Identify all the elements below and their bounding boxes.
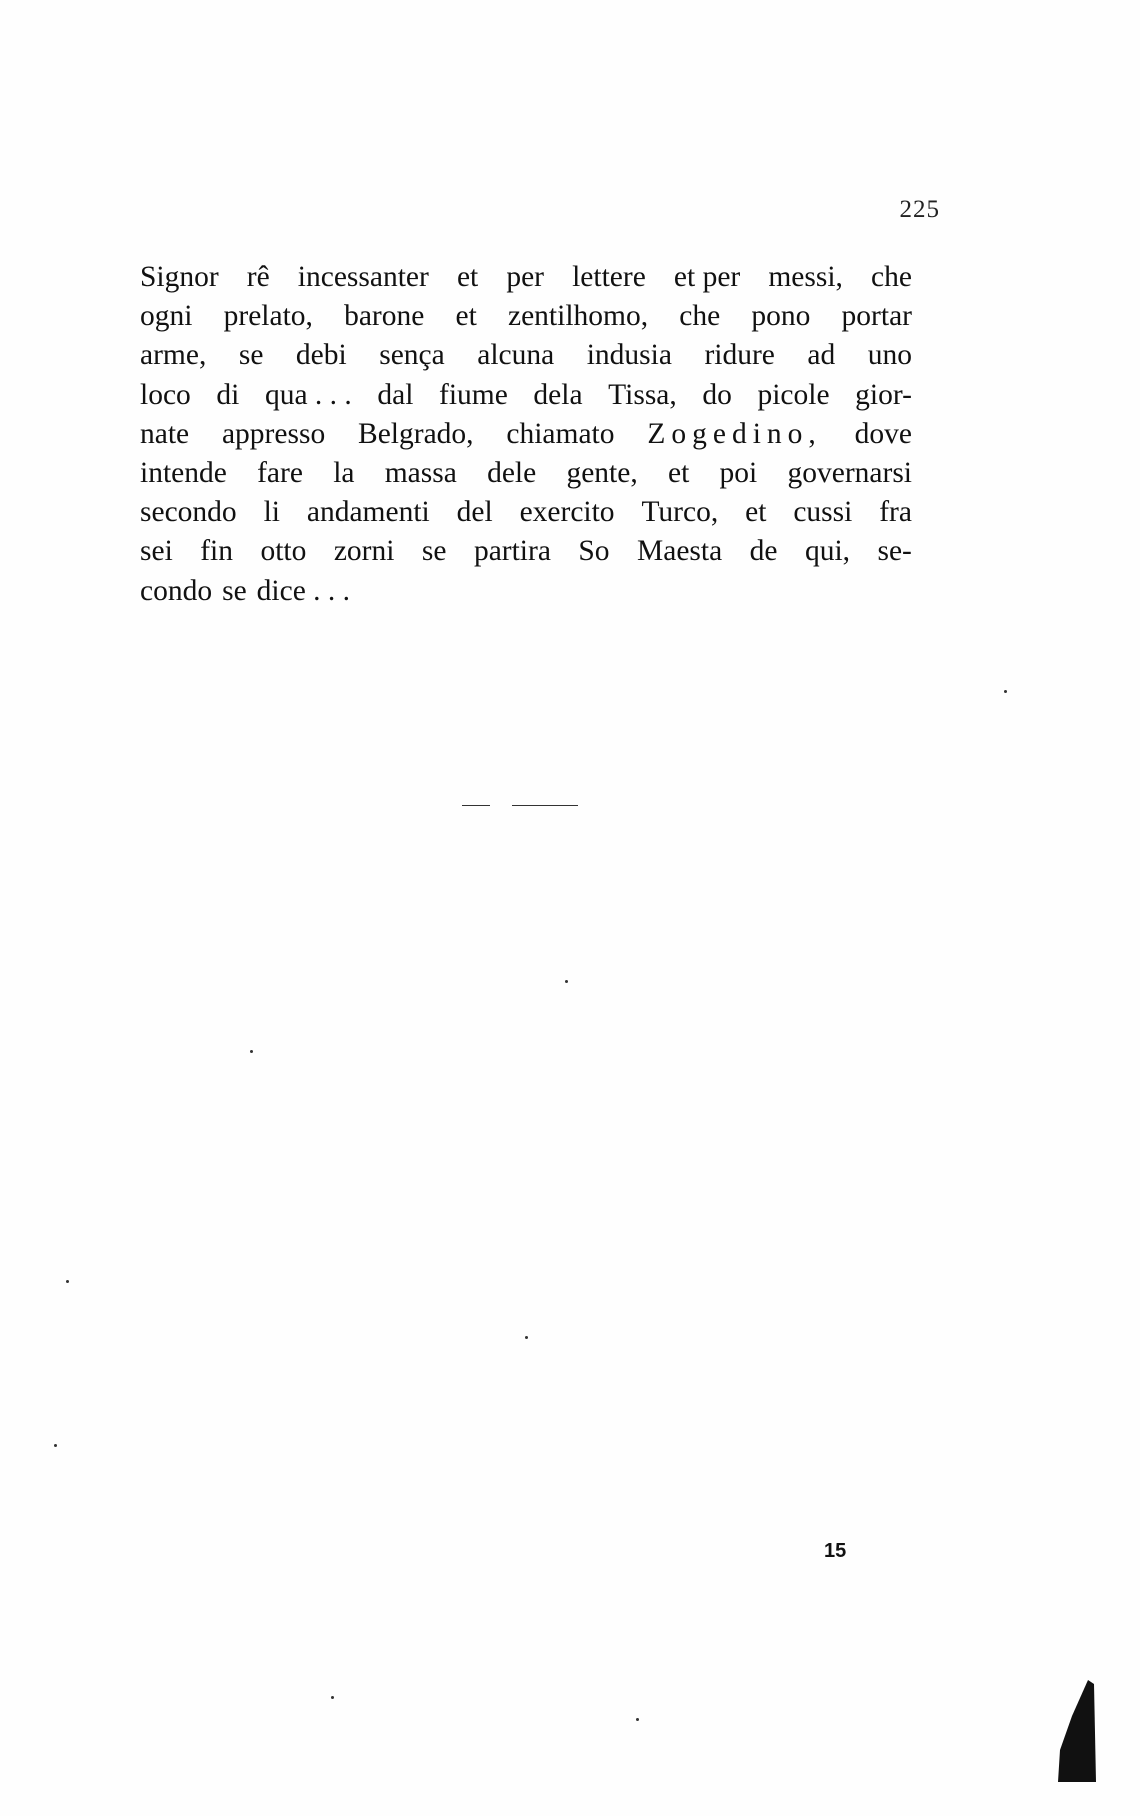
word: condo [140,574,213,607]
word: governarsi [787,456,912,489]
word: barone [344,300,425,333]
word: sença [379,339,445,372]
section-divider-long [512,805,578,806]
word: che [679,300,721,333]
text-line-5 [140,415,912,454]
text-line-4 [140,376,912,415]
word: et [455,300,477,333]
word: Maesta [637,535,723,568]
word: pono [751,300,811,333]
word: loco [140,378,191,411]
word: debi [295,339,347,372]
word: zorni [333,535,395,568]
word: messi, [768,261,843,293]
page-number: 225 [899,196,940,223]
word: rê [246,261,270,293]
word: lettere [572,261,646,293]
word-emphasized: Zogedino, [647,417,822,450]
word: fra [879,496,912,529]
text-line-2 [140,297,912,336]
text-line-6 [140,454,912,493]
word: qua . . . [264,378,352,411]
word: fiume [439,378,508,411]
word: andamenti [306,496,430,529]
word: picole [757,378,830,411]
paper-speck [250,1050,253,1053]
paper-speck [331,1696,334,1699]
word: la [333,456,355,489]
word: et [456,261,479,293]
word: di [216,378,240,411]
word: dela [533,378,583,411]
word: ogni [140,300,193,333]
word: et [667,456,690,489]
paper-speck [565,980,568,983]
word: zentilhomo, [507,300,649,333]
body-paragraph [140,258,912,611]
word: qui, [804,535,851,568]
word: gior- [855,378,912,411]
word: se [238,339,264,372]
section-divider-short [462,805,490,806]
word: appresso [221,417,326,450]
word: dal [377,378,414,411]
word: li [263,496,280,529]
text-line-7 [140,493,912,532]
word: poi [719,456,758,489]
word: dice . . . [256,574,351,607]
word: prelato, [223,300,313,333]
text-line-9 [140,572,912,611]
word: Signor [140,261,219,293]
signature-mark: 15 [824,1540,847,1562]
word: do [702,378,732,411]
word: arme, [140,339,207,372]
paper-speck [636,1718,639,1721]
word: ridure [704,339,775,372]
word: gente, [566,456,638,489]
word: sei [140,535,173,568]
word: Tissa, [608,378,677,411]
word: se [421,535,447,568]
word: se- [877,535,912,568]
word: et per [673,261,741,293]
word: dove [854,417,912,450]
word: Turco, [641,496,719,529]
word: nate [140,417,190,450]
word: intende [140,456,227,489]
text-line-8 [140,532,912,571]
paper-speck [525,1336,528,1339]
word: portar [841,300,912,333]
word: et [745,496,767,529]
word: So [578,535,610,568]
word: incessanter [297,261,429,293]
word: de [749,535,778,568]
word: che [871,261,912,293]
word: otto [260,535,307,568]
word: partira [473,535,551,568]
word: alcuna [477,339,555,372]
word: dele [487,456,537,489]
word: chiamato [506,417,615,450]
word: uno [867,339,912,372]
word: fare [257,456,303,489]
word: massa [384,456,457,489]
text-line-3 [140,336,912,375]
word: exercito [519,496,615,529]
word: cussi [793,496,853,529]
word: fin [200,535,234,568]
word: ad [807,339,836,372]
word: del [456,496,493,529]
paper-speck [1004,690,1007,693]
word: Belgrado, [358,417,474,450]
word: indusia [586,339,672,372]
paper-speck [66,1280,69,1283]
paper-speck [54,1444,57,1447]
text-line-1 [140,258,912,297]
word: secondo [140,496,237,529]
word: se [222,574,247,607]
page-edge-shadow-icon [1058,1680,1098,1782]
word: per [506,261,545,293]
